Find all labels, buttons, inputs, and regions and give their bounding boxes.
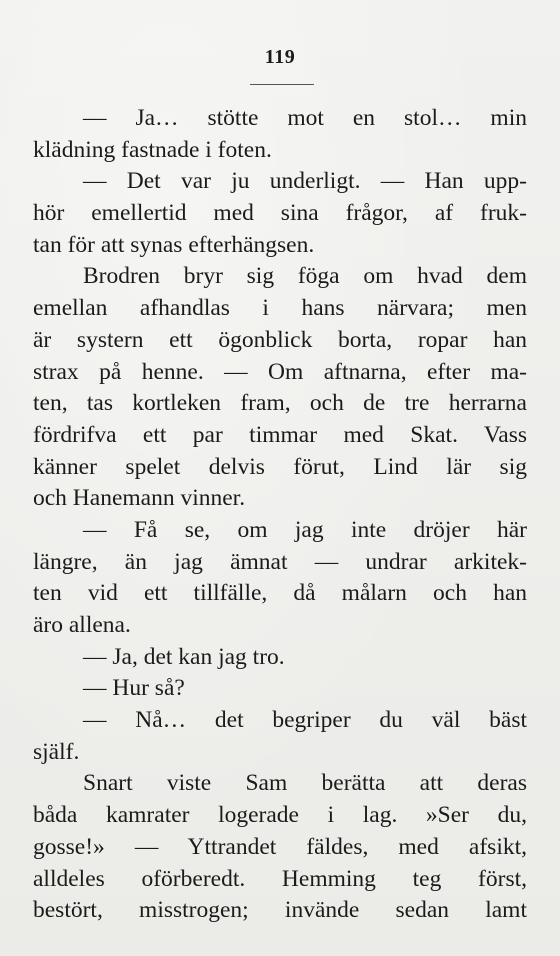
text-line: hör emellertid med sina frågor, af fruk- xyxy=(33,200,527,227)
text-line: ten vid ett tillfälle, då målarn och han xyxy=(33,580,527,607)
text-line: gosse!» — Yttrandet fäldes, med afsikt, xyxy=(33,833,527,860)
body-text xyxy=(33,103,527,927)
text-line: själf. xyxy=(33,738,80,765)
text-line: — Ja, det kan jag tro. xyxy=(83,643,285,670)
text-line: strax på henne. — Om aftnarna, efter ma- xyxy=(33,358,527,385)
text-line: — Det var ju underligt. — Han upp- xyxy=(83,168,527,195)
text-line: klädning fastnade i foten. xyxy=(33,136,272,163)
text-line: äro allena. xyxy=(33,612,131,638)
text-line: Brodren bryr sig föga om hvad dem xyxy=(83,263,527,290)
text-line: känner spelet delvis förut, Lind lär sig xyxy=(33,453,527,480)
text-line: båda kamrater logerade i lag. »Ser du, xyxy=(33,802,527,829)
page-number: 119 xyxy=(264,46,296,68)
text-line: och Hanemann vinner. xyxy=(33,485,246,512)
text-line: emellan afhandlas i hans närvara; men xyxy=(33,295,527,322)
text-line: — Nå… det begriper du väl bäst xyxy=(83,707,527,734)
text-line: Snart viste Sam berätta att deras xyxy=(83,770,527,797)
text-line: bestört, misstrogen; invände sedan lamt xyxy=(33,897,527,924)
text-line: alldeles oförberedt. Hemming teg först, xyxy=(33,865,527,892)
text-line: — Få se, om jag inte dröjer här xyxy=(83,516,527,543)
text-line: tan för att synas efterhängsen. xyxy=(33,231,315,258)
text-line: är systern ett ögonblick borta, ropar han xyxy=(33,326,527,353)
text-line: — Ja… stötte mot en stol… min xyxy=(83,105,527,131)
text-line: fördrifva ett par timmar med Skat. Vass xyxy=(33,421,527,448)
text-line: ten, tas kortleken fram, och de tre herrarna xyxy=(33,390,527,417)
text-line: — Hur så? xyxy=(83,675,185,702)
page-number-rule xyxy=(250,84,314,85)
text-line: längre, än jag ämnat — undrar arkitek- xyxy=(33,548,527,575)
